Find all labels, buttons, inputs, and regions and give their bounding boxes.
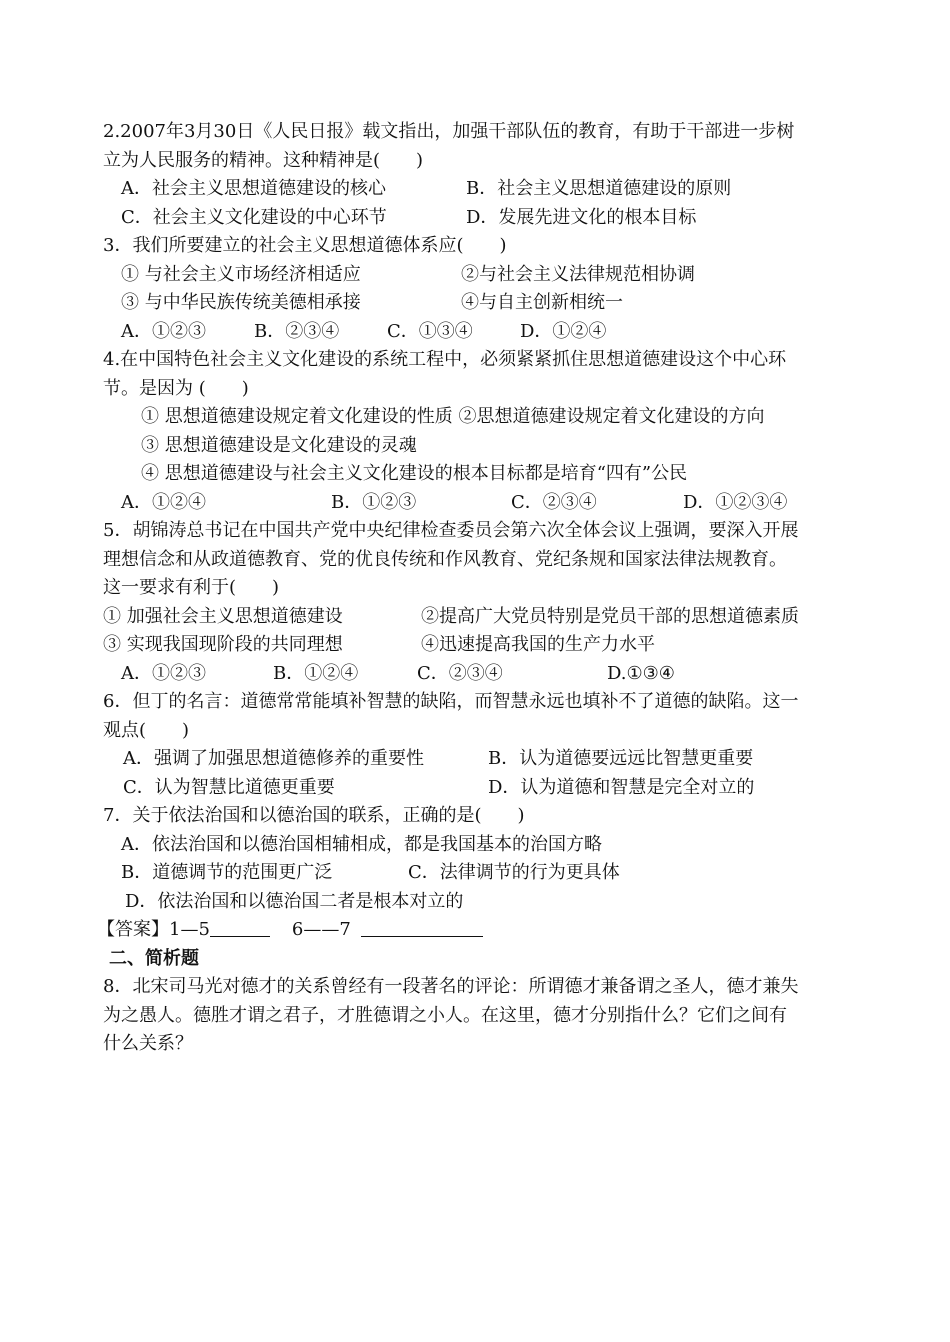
- q8-stem-line1: 8．北宋司马光对德才的关系曾经有一段著名的评论：所谓德才兼备谓之圣人，德才兼失: [103, 976, 799, 997]
- q5-option-a: A．①②③: [121, 662, 206, 684]
- q6-option-c: C．认为智慧比道德更重要: [123, 776, 335, 798]
- q4-statement-4: ④ 思想道德建设与社会主义文化建设的根本目标都是培育“四有”公民: [141, 463, 688, 484]
- q5-stem-line1: 5．胡锦涛总书记在中国共产党中央纪律检查委员会第六次全体会议上强调，要深入开展: [103, 520, 799, 541]
- q5-statements-34: [103, 631, 853, 660]
- q3-statements-12: [103, 261, 853, 290]
- section-title: 二、简析题: [109, 947, 199, 969]
- q7-option-d: D．依法治国和以德治国二者是根本对立的: [125, 890, 464, 912]
- q6-option-a: A．强调了加强思想道德修养的重要性: [123, 748, 424, 769]
- q4-options: [103, 489, 853, 518]
- answer-label: 【答案】: [97, 919, 169, 940]
- q3-statement-1: ① 与社会主义市场经济相适应: [121, 263, 361, 285]
- q4-stem-line1: 4.在中国特色社会主义文化建设的系统工程中，必须紧紧抓住思想道德建设这个中心环: [103, 349, 787, 370]
- question-list: [97, 118, 853, 1059]
- q5-statement-1: ① 加强社会主义思想道德建设: [103, 605, 343, 627]
- q3-option-d: D．①②④: [520, 320, 607, 342]
- q7-stem: 7．关于依法治国和以德治国的联系，正确的是( ): [103, 805, 525, 826]
- q5-statement-2: ②提高广大党员特别是党员干部的思想道德素质: [421, 605, 799, 627]
- q5-stem-line3: 这一要求有利于( ): [103, 577, 280, 598]
- q2-stem-line2: 立为人民服务的精神。这种精神是( ): [103, 149, 424, 171]
- q7-options-bc: [103, 859, 853, 888]
- q7-option-c: C．法律调节的行为更具体: [408, 862, 620, 883]
- q2-option-c: C．社会主义文化建设的中心环节: [121, 206, 387, 228]
- q6-stem-line2: 观点( ): [103, 719, 190, 741]
- q6-option-d: D．认为道德和智慧是完全对立的: [488, 776, 755, 798]
- answer-range-1: 1—5: [169, 919, 210, 940]
- q5-statement-4: ④迅速提高我国的生产力水平: [421, 634, 655, 655]
- q2-option-b: B．社会主义思想道德建设的原则: [466, 178, 732, 199]
- q8-stem-line2: 为之愚人。德胜才谓之君子，才胜德谓之小人。在这里，德才分别指什么？它们之间有: [103, 1004, 787, 1026]
- q7-option-b: B．道德调节的范围更广泛: [121, 862, 333, 883]
- q3-option-a: A．①②③: [121, 320, 206, 342]
- q3-stem: 3．我们所要建立的社会主义思想道德体系应( ): [103, 235, 507, 256]
- q6-stem-line1: 6．但丁的名言：道德常常能填补智慧的缺陷，而智慧永远也填补不了道德的缺陷。这一: [103, 691, 799, 712]
- q4-option-d: D．①②③④: [683, 491, 788, 513]
- q5-options: [103, 660, 853, 689]
- q5-statement-3: ③ 实现我国现阶段的共同理想: [103, 634, 343, 655]
- q2-options-ab: [103, 175, 853, 204]
- q2-stem-line1: 2.2007年3月30日《人民日报》载文指出，加强干部队伍的教育，有助于干部进一步树: [103, 121, 795, 142]
- q2-options-cd: [103, 204, 853, 233]
- q6-options-cd: [103, 774, 853, 803]
- q3-statement-3: ③ 与中华民族传统美德相承接: [121, 292, 361, 313]
- q2-option-a: A．社会主义思想道德建设的核心: [121, 178, 386, 199]
- q5-option-b: B．①②④: [273, 662, 359, 684]
- q4-stem-line2: 节。是因为 ( ): [103, 377, 249, 399]
- q4-option-b: B．①②③: [331, 491, 417, 513]
- q7-option-a: A．依法治国和以德治国相辅相成，都是我国基本的治国方略: [121, 833, 602, 855]
- answer-blank-2[interactable]: [361, 916, 483, 937]
- q6-option-b: B．认为道德要远远比智慧更重要: [488, 748, 754, 769]
- q8-stem-line3: 什么关系？: [103, 1033, 193, 1054]
- answer-range-2: 6——7: [291, 919, 351, 940]
- q4-statement-12: ① 思想道德建设规定着文化建设的性质 ②思想道德建设规定着文化建设的方向: [141, 406, 765, 427]
- answer-line: [97, 916, 853, 945]
- q5-stem-line2: 理想信念和从政道德教育、党的优良传统和作风教育、党纪条规和国家法律法规教育。: [103, 548, 787, 570]
- q3-option-b: B．②③④: [254, 320, 340, 342]
- q4-option-c: C．②③④: [511, 491, 597, 513]
- q5-option-d: D.①③④: [607, 662, 675, 684]
- q3-statement-2: ②与社会主义法律规范相协调: [461, 263, 695, 285]
- q5-option-c: C．②③④: [417, 662, 503, 684]
- q4-statement-3: ③ 思想道德建设是文化建设的灵魂: [141, 434, 417, 456]
- q4-option-a: A．①②④: [121, 491, 206, 513]
- q3-statement-4: ④与自主创新相统一: [461, 292, 623, 313]
- q3-options: [103, 318, 853, 347]
- q5-statements-12: [103, 603, 853, 632]
- q2-option-d: D．发展先进文化的根本目标: [466, 206, 697, 228]
- answer-blank-1[interactable]: [210, 916, 270, 937]
- q3-option-c: C．①③④: [387, 320, 473, 342]
- q6-options-ab: [103, 745, 853, 774]
- q3-statements-34: [103, 289, 853, 318]
